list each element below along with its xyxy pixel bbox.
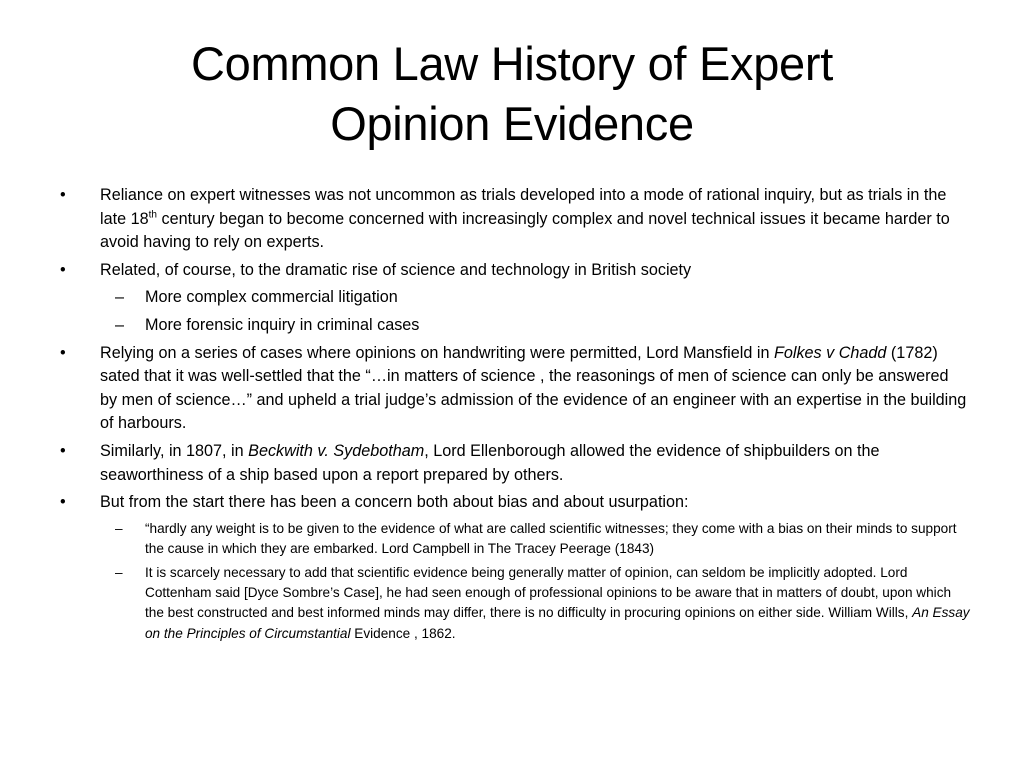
quote-item-2: [100, 563, 970, 645]
bullet-item-3-text: [100, 344, 966, 433]
sub-bullet-item: [100, 314, 970, 338]
bullet-item-4: [60, 440, 970, 487]
bullet-item-1-part-2: century began to become concerned with increasingly complex and novel technical issues it became harder to avoid having to rely on experts.: [100, 209, 950, 252]
bullet-item-1: [60, 184, 970, 255]
bullet-item-1-text: [100, 186, 950, 251]
quote-item-1: [100, 519, 970, 560]
dash-icon: –: [115, 315, 125, 334]
bullet-icon: •: [60, 260, 66, 279]
bullet-item-5: [60, 491, 970, 644]
quote-item-2-part-1: It is scarcely necessary to add that scientific evidence being generally matter of opinion, can seldom be implicitly adopted. Lord Cottenham said [Dyce Sombre’s Case], he had seen enough of professional opinions to be aware that in matters of doubt, upon which the best constructed and best informed minds may differ, there is no difficulty in procuring opinions on either side. William Wills,: [145, 564, 952, 621]
bullet-item-3-part-2: (1782) sated that it was well-settled that the “…in matters of science , the reasonings of men of science can only be answered by men of science…” and upheld a trial judge’s admission of the evidence of an engineer with an expertise in the building of harbours.: [100, 343, 967, 433]
bullet-icon: •: [60, 343, 66, 362]
dash-icon: –: [115, 520, 123, 536]
bullet-item-4-part-1: Similarly, in 1807, in: [100, 441, 249, 460]
quote-item-1-text: “hardly any weight is to be given to the evidence of what are called scientific witnesses; they come with a bias on their minds to support the cause in which they are embarked. Lord Campbell in The Tracey Peerage (1843): [145, 520, 957, 557]
sub-bullet-text: More complex commercial litigation: [145, 288, 398, 307]
superscript-th: th: [148, 209, 157, 221]
sub-bullet-text: More forensic inquiry in criminal cases: [145, 315, 420, 334]
bullet-item-4-text: [100, 442, 880, 484]
sub-bullet-item: [100, 286, 970, 310]
quote-sub-list: [100, 519, 970, 644]
bullet-icon: •: [60, 441, 66, 460]
book-title-essay: An Essay on the Principles of Circumstantial: [145, 605, 970, 641]
sub-bullet-list: [100, 286, 970, 337]
case-name-beckwith-v-sydebotham: Beckwith v. Sydebotham: [248, 441, 425, 460]
bullet-item-3-part-1: Relying on a series of cases where opinions on handwriting were permitted, Lord Mansfield in: [100, 343, 774, 362]
case-name-folkes-v-chadd: Folkes v Chadd: [773, 343, 887, 362]
bullet-list: [60, 184, 970, 648]
bullet-icon: •: [60, 493, 66, 512]
slide-title: [60, 34, 964, 154]
bullet-item-3: [60, 342, 970, 436]
slide-title-line-1: Common Law History of Expert: [191, 37, 833, 90]
bullet-item-2: [60, 259, 970, 338]
slide-title-line-2: Opinion Evidence: [330, 97, 694, 150]
quote-item-2-text: [145, 565, 970, 641]
dash-icon: –: [115, 288, 125, 307]
bullet-item-5-text: But from the start there has been a concern both about bias and about usurpation:: [100, 493, 689, 512]
bullet-icon: •: [60, 186, 66, 204]
quote-item-2-part-2: Evidence , 1862.: [350, 625, 456, 641]
bullet-item-2-text: Related, of course, to the dramatic rise of science and technology in British society: [100, 260, 692, 279]
bullet-item-1-part-1: Reliance on expert witnesses was not uncommon as trials developed into a mode of rational inquiry, but as trials in the late 18: [100, 186, 947, 228]
dash-icon: –: [115, 564, 123, 580]
bullet-item-4-part-2: , Lord Ellenborough allowed the evidence of shipbuilders on the seaworthiness of a ship based upon a report prepared by others.: [100, 441, 880, 484]
